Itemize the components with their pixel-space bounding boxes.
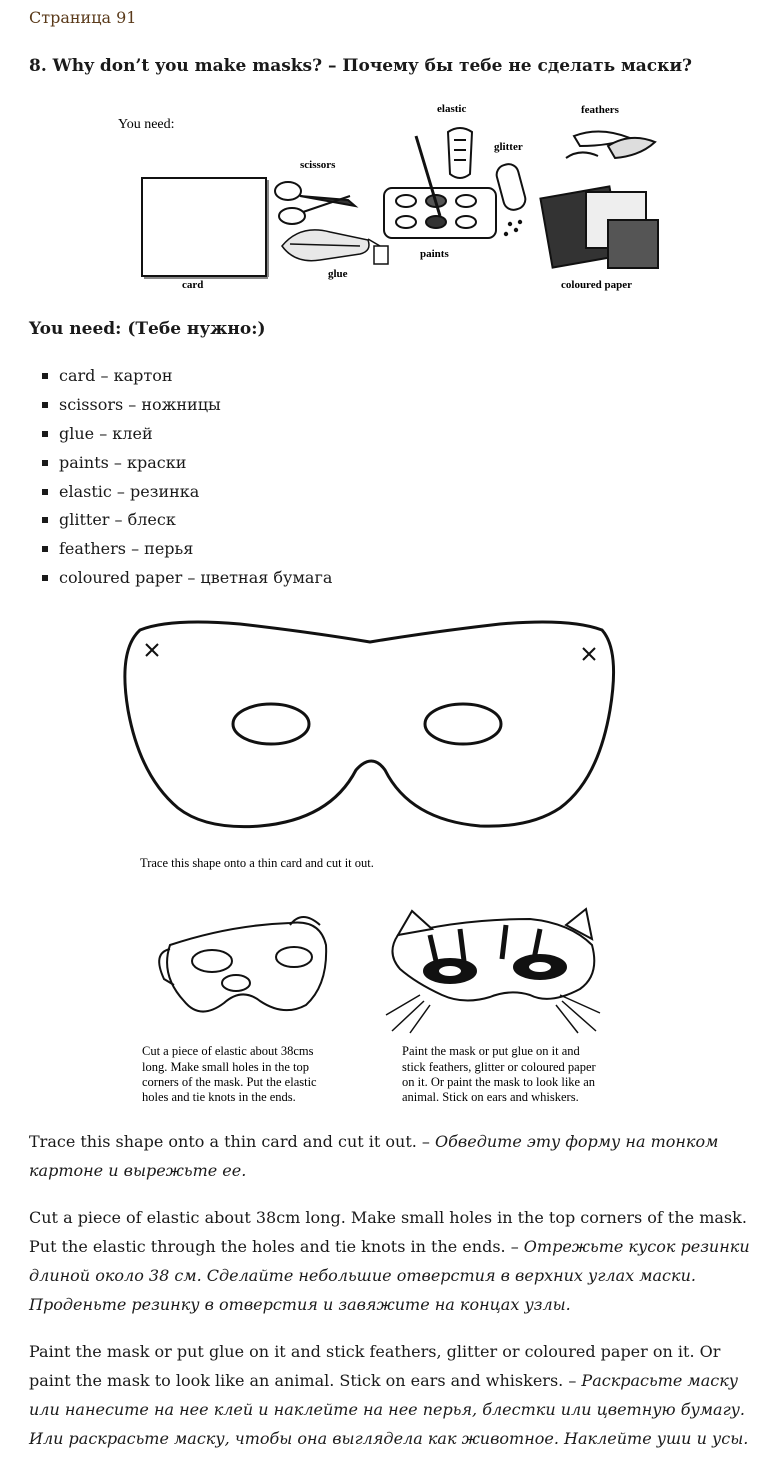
eye-hole-left <box>233 704 309 744</box>
list-item: card – картон <box>29 362 332 391</box>
paragraph-en: Cut a piece of elastic about 38cm long. Make small holes in the top corners of the mask. Put the elastic through the holes and tie knots in the ends. – <box>29 1208 747 1256</box>
steps-illustration <box>130 905 680 1115</box>
paragraph-ru: Обведите эту форму на тонком картоне и вырежьте ее. <box>29 1132 719 1180</box>
coloured-paper-drawing <box>540 186 658 268</box>
scissors-label: scissors <box>300 159 336 171</box>
list-item: glitter – блеск <box>29 506 332 535</box>
you-need-label: You need: <box>118 117 175 132</box>
scissors-drawing <box>275 182 355 224</box>
animal-mask-drawing <box>386 909 600 1033</box>
page-label: Страница 91 <box>29 8 137 27</box>
list-item: feathers – перья <box>29 535 332 564</box>
paragraph-ru: Раскрасьте маску или нанесите на нее клей и наклейте на нее перья, блестки или цветную бумагу. Или раскрасьте маску, чтобы она выглядела как животное. Наклейте уши и усы. <box>29 1371 749 1448</box>
paragraph-en: Trace this shape onto a thin card and cut it out. – <box>29 1132 430 1151</box>
paragraph-elastic <box>29 1203 764 1319</box>
feathers-drawing <box>566 131 655 158</box>
paints-label: paints <box>420 248 449 260</box>
supplies-illustration <box>110 96 670 296</box>
card-label: card <box>182 279 204 291</box>
elastic-label: elastic <box>437 103 467 115</box>
paragraph-en: Paint the mask or put glue on it and stick feathers, glitter or coloured paper on it. Or paint the mask to look like an animal. Stick on ears and whiskers. – <box>29 1342 721 1390</box>
mask-with-elastic-drawing <box>159 917 326 1012</box>
coloured-paper-label: coloured paper <box>561 279 632 291</box>
mask-template-illustration <box>110 610 630 880</box>
list-item: elastic – резинка <box>29 478 332 507</box>
right-caption: Paint the mask or put glue on it and stick feathers, glitter or coloured paper on it. Or paint the mask to look like an animal. Stick on ears and whiskers. <box>402 1044 596 1104</box>
left-caption: Cut a piece of elastic about 38cms long. Make small holes in the top corners of the mask. Put the elastic holes and tie knots in the ends. <box>142 1044 317 1104</box>
you-need-heading: You need: (Тебе нужно:) <box>29 319 266 339</box>
mask-caption: Trace this shape onto a thin card and cut it out. <box>140 856 374 870</box>
list-item: paints – краски <box>29 449 332 478</box>
list-item: coloured paper – цветная бумага <box>29 564 332 593</box>
list-item: scissors – ножницы <box>29 391 332 420</box>
paragraph-trace <box>29 1127 764 1185</box>
paragraph-ru: Отрежьте кусок резинки длиной около 38 см. Сделайте небольшие отверстия в верхних углах маски. Проденьте резинку в отверстия и завяжите на концах узлы. <box>29 1237 750 1314</box>
mask-outline <box>125 622 614 827</box>
feathers-label: feathers <box>581 104 619 116</box>
glitter-label: glitter <box>494 141 523 153</box>
paragraph-paint <box>29 1337 764 1453</box>
paints-drawing <box>384 136 496 238</box>
list-item: glue – клей <box>29 420 332 449</box>
glitter-drawing <box>494 162 527 235</box>
card-drawing <box>142 178 268 278</box>
eye-hole-right <box>425 704 501 744</box>
vocabulary-list <box>29 362 332 593</box>
exercise-heading: 8. Why don’t you make masks? – Почему бы тебе не сделать маски? <box>29 56 693 76</box>
elastic-drawing <box>448 128 472 178</box>
glue-label: glue <box>328 268 348 280</box>
glue-drawing <box>282 230 388 264</box>
